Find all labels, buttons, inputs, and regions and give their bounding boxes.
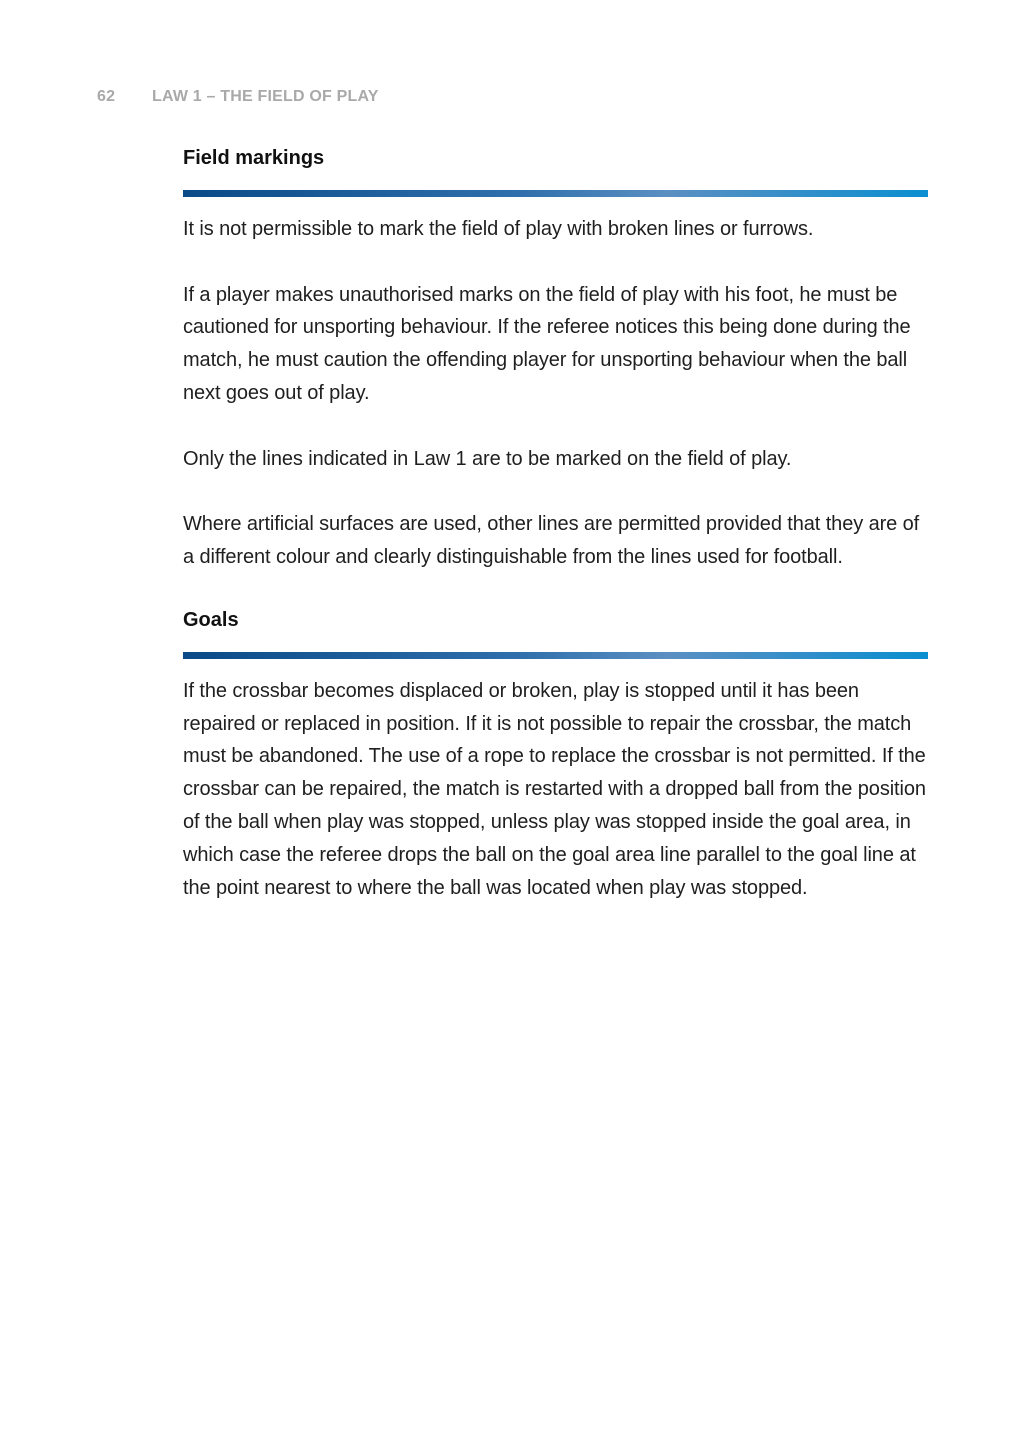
page-number: 62 xyxy=(97,88,116,105)
paragraph: Where artificial surfaces are used, other lines are permitted provided that they are of a different colour and clearly distinguishable from the lines used for football. xyxy=(183,513,920,568)
chapter-title: LAW 1 – THE FIELD OF PLAY xyxy=(152,88,379,105)
section-divider xyxy=(183,652,928,659)
section-divider xyxy=(183,190,928,197)
paragraph: If the crossbar becomes displaced or broken, play is stopped until it has been repaired or replaced in position. If it is not possible to repair the crossbar, the match must be abandoned. The use of a rope to replace the crossbar is not permitted. If the crossbar can be repaired, the match is restarted with a dropped ball from the position of the ball when play was stopped, unless play was stopped inside the goal area, in which case the referee drops the ball on the goal area line parallel to the goal line at the point nearest to where the ball was located when play was stopped. xyxy=(183,679,926,899)
section-field-markings xyxy=(183,144,928,574)
paragraph: Only the lines indicated in Law 1 are to be marked on the field of play. xyxy=(183,447,792,470)
running-header xyxy=(97,88,379,106)
content-area xyxy=(183,144,928,937)
paragraph: If a player makes unauthorised marks on the field of play with his foot, he must be cautioned for unsporting behaviour. If the referee notices this being done during the match, he must caution the offending player for unsporting behaviour when the ball next goes out of play. xyxy=(183,283,911,404)
paragraph: It is not permissible to mark the field of play with broken lines or furrows. xyxy=(183,218,814,240)
section-goals xyxy=(183,606,928,905)
section-heading: Field markings xyxy=(183,147,325,169)
section-heading: Goals xyxy=(183,608,239,631)
